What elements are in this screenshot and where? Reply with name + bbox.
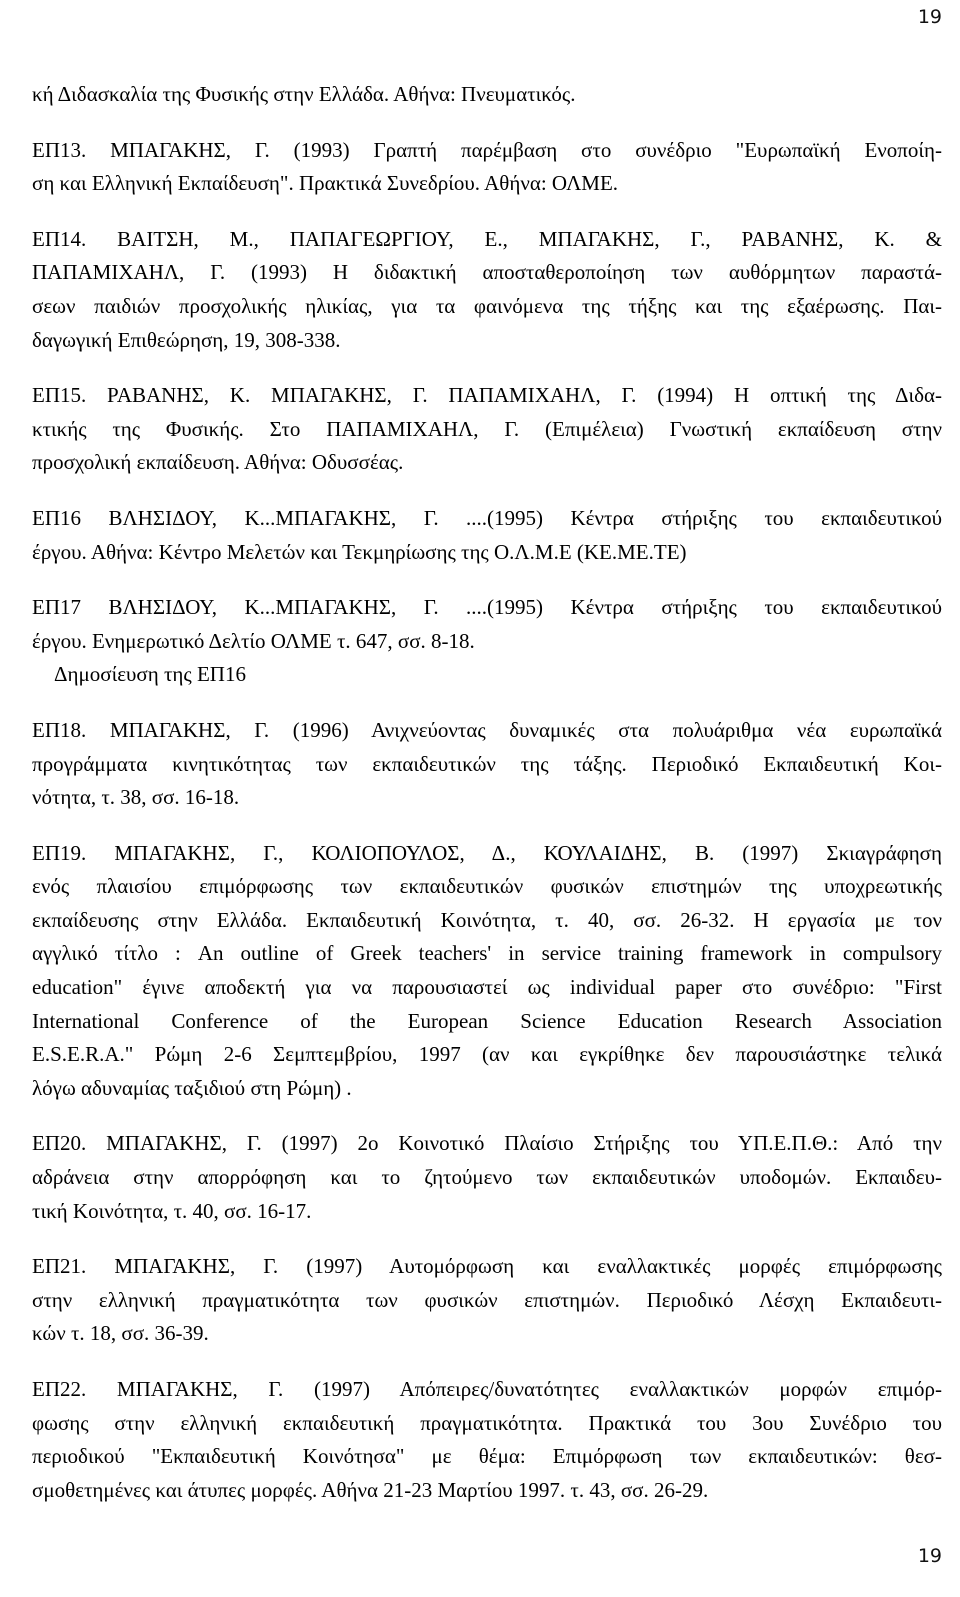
- reference-line: στην ελληνική πραγματικότητα των φυσικών επιστημών. Περιοδικό Λέσχη Εκπαιδευτι-: [32, 1287, 942, 1312]
- reference-entry-ep20: [32, 1127, 942, 1228]
- reference-entry-ep17: [32, 591, 942, 658]
- reference-entry-ep18: [32, 714, 942, 815]
- reference-line: αδράνεια στην απορρόφηση και το ζητούμενο των εκπαιδευτικών υποδομών. Εκπαιδευ-: [32, 1165, 942, 1190]
- reference-entry-ep21: [32, 1250, 942, 1351]
- reference-entry-ep15: [32, 379, 942, 480]
- reference-line: ΕΠ20. ΜΠΑΓΑΚΗΣ, Γ. (1997) 2ο Κοινοτικό Πλαίσιο Στήριξης του ΥΠ.Ε.Π.Θ.: Από την: [32, 1131, 942, 1156]
- reference-line: λόγω αδυναμίας ταξιδιού στη Ρώμη) .: [32, 1075, 352, 1100]
- reference-line: International Conference of the European Science Education Research Association: [32, 1008, 942, 1033]
- reference-entry-ep14: [32, 223, 942, 357]
- reference-line: ΕΠ19. ΜΠΑΓΑΚΗΣ, Γ., ΚΟΛΙΟΠΟΥΛΟΣ, Δ., ΚΟΥΛΑΙΔΗΣ, Β. (1997) Σκιαγράφηση: [32, 840, 942, 865]
- reference-line: ΕΠ15. ΡΑΒΑΝΗΣ, Κ. ΜΠΑΓΑΚΗΣ, Γ. ΠΑΠΑΜΙΧΑΗΛ, Γ. (1994) Η οπτική της Διδα-: [32, 383, 942, 408]
- reference-line: περιοδικού "Εκπαιδευτική Κοινότησα" με θέμα: Επιμόρφωση των εκπαιδευτικών: θεσ-: [32, 1444, 942, 1469]
- reference-line: προσχολική εκπαίδευση. Αθήνα: Οδυσσέας.: [32, 450, 404, 475]
- reference-line: σεων παιδιών προσχολικής ηλικίας, για τα φαινόμενα της τήξης και της εξαέρωσης. Παι-: [32, 293, 942, 318]
- reference-line: έργου. Ενημερωτικό Δελτίο ΟΛΜΕ τ. 647, σσ. 8-18.: [32, 628, 475, 653]
- reference-line: ΠΑΠΑΜΙΧΑΗΛ, Γ. (1993) Η διδακτική αποσταθεροποίηση των αυθόρμητων παραστά-: [32, 260, 942, 285]
- reference-line: δαγωγική Επιθεώρηση, 19, 308-338.: [32, 327, 341, 352]
- reference-line: ΕΠ14. ΒΑΙΤΣΗ, Μ., ΠΑΠΑΓΕΩΡΓΙΟΥ, Ε., ΜΠΑΓΑΚΗΣ, Γ., ΡΑΒΑΝΗΣ, Κ. &: [32, 226, 942, 251]
- reference-line: ενός πλαισίου επιμόρφωσης των εκπαιδευτικών φυσικών επιστημών της υποχρεωτικής: [32, 874, 942, 899]
- reference-line: ΕΠ21. ΜΠΑΓΑΚΗΣ, Γ. (1997) Αυτομόρφωση και εναλλακτικές μορφές επιμόρφωσης: [32, 1254, 942, 1279]
- reference-line: νότητα, τ. 38, σσ. 16-18.: [32, 785, 240, 810]
- page-number-top: 19: [917, 6, 942, 28]
- reference-line: φωσης στην ελληνική εκπαιδευτική πραγματικότητα. Πρακτικά του 3ου Συνέδριο του: [32, 1410, 942, 1435]
- reference-line: τική Κοινότητα, τ. 40, σσ. 16-17.: [32, 1198, 312, 1223]
- reference-entry-ep13: [32, 134, 942, 201]
- reference-line: εκπαίδευσης στην Ελλάδα. Εκπαιδευτική Κοινότητα, τ. 40, σσ. 26-32. Η εργασία με τον: [32, 907, 942, 932]
- reference-line: σμοθετημένες και άτυπες μορφές. Αθήνα 21-23 Μαρτίου 1997. τ. 43, σσ. 26-29.: [32, 1477, 709, 1502]
- reference-line: προγράμματα κινητικότητας των εκπαιδευτικών της τάξης. Περιοδικό Εκπαιδευτική Κοι-: [32, 751, 942, 776]
- reference-line: κή Διδασκαλία της Φυσικής στην Ελλάδα. Αθήνα: Πνευματικός.: [32, 82, 576, 106]
- reference-entry-ep19: [32, 837, 942, 1106]
- reference-line: ΕΠ16 ΒΛΗΣΙΔΟΥ, Κ...ΜΠΑΓΑΚΗΣ, Γ. ....(1995) Κέντρα στήριξης του εκπαιδευτικού: [32, 505, 942, 530]
- reference-line: ση και Ελληνική Εκπαίδευση". Πρακτικά Συνεδρίου. Αθήνα: ΟΛΜΕ.: [32, 171, 619, 196]
- reference-list: [32, 78, 942, 1529]
- page-number-bottom: 19: [917, 1545, 942, 1567]
- reference-entry-cont: [32, 78, 942, 112]
- reference-line: ΕΠ22. ΜΠΑΓΑΚΗΣ, Γ. (1997) Απόπειρες/δυνατότητες εναλλακτικών μορφών επιμόρ-: [32, 1377, 942, 1401]
- reference-line: κτικής της Φυσικής. Στο ΠΑΠΑΜΙΧΑΗΛ, Γ. (Επιμέλεια) Γνωστική εκπαίδευση στην: [32, 416, 942, 441]
- reference-line: ΕΠ18. ΜΠΑΓΑΚΗΣ, Γ. (1996) Ανιχνεύοντας δυναμικές στα πολυάριθμα νέα ευρωπαϊκά: [32, 717, 942, 742]
- reference-entry-ep22: [32, 1373, 942, 1507]
- reference-line: education" έγινε αποδεκτή για να παρουσιαστεί ως individual paper στο συνέδριο: "First: [32, 975, 942, 1000]
- reference-entry-ep16: [32, 502, 942, 569]
- reference-line: ΕΠ17 ΒΛΗΣΙΔΟΥ, Κ...ΜΠΑΓΑΚΗΣ, Γ. ....(1995) Κέντρα στήριξης του εκπαιδευτικού: [32, 595, 942, 620]
- reference-line: E.S.E.R.A." Ρώμη 2-6 Σεμπτεμβρίου, 1997 (αν και εγκρίθηκε δεν παρουσιάστηκε τελικά: [32, 1042, 942, 1067]
- reference-line: ΕΠ13. ΜΠΑΓΑΚΗΣ, Γ. (1993) Γραπτή παρέμβαση στο συνέδριο "Ευρωπαϊκή Ενοποίη-: [32, 137, 942, 162]
- reference-note: Δημοσίευση της ΕΠ16: [54, 662, 246, 687]
- reference-line: έργου. Αθήνα: Κέντρο Μελετών και Τεκμηρίωσης της Ο.Λ.Μ.Ε (ΚΕ.ΜΕ.ΤΕ): [32, 539, 687, 564]
- reference-line: κών τ. 18, σσ. 36-39.: [32, 1321, 209, 1346]
- reference-line: αγγλικό τίτλο : An outline of Greek teachers' in service training framework in compulsory: [32, 941, 942, 966]
